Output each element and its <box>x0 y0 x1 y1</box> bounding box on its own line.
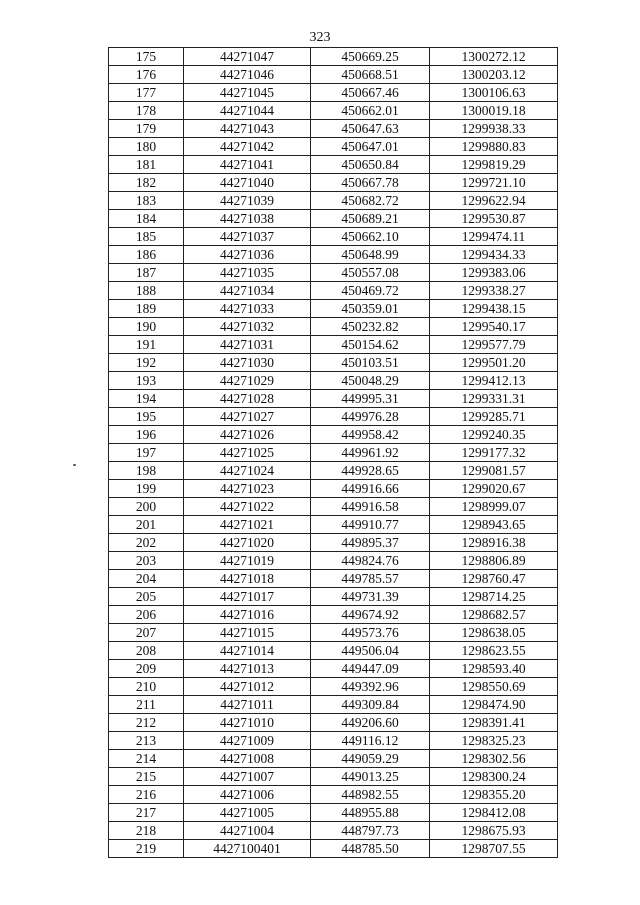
x-coordinate-cell: 449206.60 <box>311 714 430 732</box>
point-id-cell: 44271024 <box>184 462 311 480</box>
point-id-cell: 44271030 <box>184 354 311 372</box>
x-coordinate-cell: 450650.84 <box>311 156 430 174</box>
x-coordinate-cell: 449447.09 <box>311 660 430 678</box>
y-coordinate-cell: 1299240.35 <box>430 426 558 444</box>
y-coordinate-cell: 1300272.12 <box>430 48 558 66</box>
y-coordinate-cell: 1298806.89 <box>430 552 558 570</box>
point-id-cell: 44271038 <box>184 210 311 228</box>
point-id-cell: 44271019 <box>184 552 311 570</box>
point-number-cell: 178 <box>109 102 184 120</box>
x-coordinate-cell: 449958.42 <box>311 426 430 444</box>
y-coordinate-cell: 1298638.05 <box>430 624 558 642</box>
point-number-cell: 213 <box>109 732 184 750</box>
point-id-cell: 44271025 <box>184 444 311 462</box>
point-id-cell: 44271046 <box>184 66 311 84</box>
table-row <box>109 444 558 462</box>
y-coordinate-cell: 1298550.69 <box>430 678 558 696</box>
x-coordinate-cell: 450469.72 <box>311 282 430 300</box>
point-id-cell: 44271040 <box>184 174 311 192</box>
point-id-cell: 44271009 <box>184 732 311 750</box>
point-number-cell: 198 <box>109 462 184 480</box>
point-number-cell: 189 <box>109 300 184 318</box>
point-id-cell: 44271004 <box>184 822 311 840</box>
y-coordinate-cell: 1298412.08 <box>430 804 558 822</box>
x-coordinate-cell: 448785.50 <box>311 840 430 858</box>
table-row <box>109 66 558 84</box>
y-coordinate-cell: 1298714.25 <box>430 588 558 606</box>
point-number-cell: 186 <box>109 246 184 264</box>
point-id-cell: 44271013 <box>184 660 311 678</box>
table-row <box>109 570 558 588</box>
y-coordinate-cell: 1299020.67 <box>430 480 558 498</box>
x-coordinate-cell: 450668.51 <box>311 66 430 84</box>
point-number-cell: 218 <box>109 822 184 840</box>
x-coordinate-cell: 450048.29 <box>311 372 430 390</box>
point-id-cell: 44271044 <box>184 102 311 120</box>
y-coordinate-cell: 1299721.10 <box>430 174 558 192</box>
y-coordinate-cell: 1299540.17 <box>430 318 558 336</box>
point-number-cell: 179 <box>109 120 184 138</box>
point-id-cell: 44271022 <box>184 498 311 516</box>
x-coordinate-cell: 449824.76 <box>311 552 430 570</box>
table-row <box>109 246 558 264</box>
point-number-cell: 199 <box>109 480 184 498</box>
y-coordinate-cell: 1299081.57 <box>430 462 558 480</box>
table-row <box>109 282 558 300</box>
table-row <box>109 804 558 822</box>
y-coordinate-cell: 1298916.38 <box>430 534 558 552</box>
point-id-cell: 44271027 <box>184 408 311 426</box>
x-coordinate-cell: 449573.76 <box>311 624 430 642</box>
y-coordinate-cell: 1299434.33 <box>430 246 558 264</box>
x-coordinate-cell: 450662.01 <box>311 102 430 120</box>
x-coordinate-cell: 448955.88 <box>311 804 430 822</box>
table-row <box>109 750 558 768</box>
y-coordinate-cell: 1298355.20 <box>430 786 558 804</box>
table-row <box>109 696 558 714</box>
y-coordinate-cell: 1299819.29 <box>430 156 558 174</box>
x-coordinate-cell: 450682.72 <box>311 192 430 210</box>
x-coordinate-cell: 448797.73 <box>311 822 430 840</box>
point-id-cell: 44271033 <box>184 300 311 318</box>
scan-speck <box>73 464 76 466</box>
point-id-cell: 44271037 <box>184 228 311 246</box>
point-id-cell: 44271031 <box>184 336 311 354</box>
table-row <box>109 606 558 624</box>
x-coordinate-cell: 449731.39 <box>311 588 430 606</box>
x-coordinate-cell: 450154.62 <box>311 336 430 354</box>
table-row <box>109 822 558 840</box>
table-row <box>109 552 558 570</box>
point-number-cell: 197 <box>109 444 184 462</box>
y-coordinate-cell: 1298391.41 <box>430 714 558 732</box>
y-coordinate-cell: 1298474.90 <box>430 696 558 714</box>
y-coordinate-cell: 1298623.55 <box>430 642 558 660</box>
x-coordinate-cell: 450662.10 <box>311 228 430 246</box>
y-coordinate-cell: 1299383.06 <box>430 264 558 282</box>
point-id-cell: 44271014 <box>184 642 311 660</box>
y-coordinate-cell: 1299880.83 <box>430 138 558 156</box>
point-number-cell: 203 <box>109 552 184 570</box>
x-coordinate-cell: 450667.46 <box>311 84 430 102</box>
x-coordinate-cell: 449013.25 <box>311 768 430 786</box>
point-id-cell: 44271020 <box>184 534 311 552</box>
point-number-cell: 217 <box>109 804 184 822</box>
point-number-cell: 214 <box>109 750 184 768</box>
x-coordinate-cell: 450647.63 <box>311 120 430 138</box>
point-id-cell: 44271043 <box>184 120 311 138</box>
table-row <box>109 84 558 102</box>
y-coordinate-cell: 1299577.79 <box>430 336 558 354</box>
point-number-cell: 183 <box>109 192 184 210</box>
table-row <box>109 336 558 354</box>
x-coordinate-cell: 449674.92 <box>311 606 430 624</box>
x-coordinate-cell: 448982.55 <box>311 786 430 804</box>
point-number-cell: 206 <box>109 606 184 624</box>
table-row <box>109 300 558 318</box>
table-row <box>109 138 558 156</box>
x-coordinate-cell: 450648.99 <box>311 246 430 264</box>
point-number-cell: 185 <box>109 228 184 246</box>
table-row <box>109 840 558 858</box>
point-id-cell: 44271016 <box>184 606 311 624</box>
point-id-cell: 44271047 <box>184 48 311 66</box>
x-coordinate-cell: 449785.57 <box>311 570 430 588</box>
y-coordinate-cell: 1298943.65 <box>430 516 558 534</box>
point-id-cell: 44271023 <box>184 480 311 498</box>
x-coordinate-cell: 449910.77 <box>311 516 430 534</box>
point-number-cell: 190 <box>109 318 184 336</box>
x-coordinate-cell: 450669.25 <box>311 48 430 66</box>
table-row <box>109 156 558 174</box>
table-row <box>109 534 558 552</box>
x-coordinate-cell: 449392.96 <box>311 678 430 696</box>
x-coordinate-cell: 449895.37 <box>311 534 430 552</box>
table-row <box>109 210 558 228</box>
y-coordinate-cell: 1299331.31 <box>430 390 558 408</box>
y-coordinate-cell: 1299285.71 <box>430 408 558 426</box>
point-id-cell: 44271018 <box>184 570 311 588</box>
x-coordinate-cell: 450232.82 <box>311 318 430 336</box>
point-id-cell: 44271007 <box>184 768 311 786</box>
y-coordinate-cell: 1298593.40 <box>430 660 558 678</box>
point-id-cell: 44271042 <box>184 138 311 156</box>
x-coordinate-cell: 449961.92 <box>311 444 430 462</box>
table-body <box>109 48 558 858</box>
point-number-cell: 194 <box>109 390 184 408</box>
table-row <box>109 318 558 336</box>
x-coordinate-cell: 449995.31 <box>311 390 430 408</box>
table-row <box>109 174 558 192</box>
point-number-cell: 181 <box>109 156 184 174</box>
point-id-cell: 4427100401 <box>184 840 311 858</box>
point-id-cell: 44271034 <box>184 282 311 300</box>
table-row <box>109 498 558 516</box>
x-coordinate-cell: 449976.28 <box>311 408 430 426</box>
point-id-cell: 44271029 <box>184 372 311 390</box>
point-number-cell: 209 <box>109 660 184 678</box>
point-id-cell: 44271045 <box>184 84 311 102</box>
point-number-cell: 210 <box>109 678 184 696</box>
y-coordinate-cell: 1300203.12 <box>430 66 558 84</box>
point-number-cell: 188 <box>109 282 184 300</box>
point-number-cell: 180 <box>109 138 184 156</box>
point-number-cell: 196 <box>109 426 184 444</box>
table-row <box>109 480 558 498</box>
x-coordinate-cell: 450667.78 <box>311 174 430 192</box>
y-coordinate-cell: 1298300.24 <box>430 768 558 786</box>
table-row <box>109 588 558 606</box>
point-number-cell: 176 <box>109 66 184 84</box>
x-coordinate-cell: 450647.01 <box>311 138 430 156</box>
y-coordinate-cell: 1299622.94 <box>430 192 558 210</box>
y-coordinate-cell: 1298707.55 <box>430 840 558 858</box>
y-coordinate-cell: 1298760.47 <box>430 570 558 588</box>
y-coordinate-cell: 1299412.13 <box>430 372 558 390</box>
table-row <box>109 192 558 210</box>
point-id-cell: 44271010 <box>184 714 311 732</box>
point-id-cell: 44271015 <box>184 624 311 642</box>
x-coordinate-cell: 449059.29 <box>311 750 430 768</box>
point-number-cell: 200 <box>109 498 184 516</box>
point-id-cell: 44271006 <box>184 786 311 804</box>
table-row <box>109 786 558 804</box>
table-row <box>109 426 558 444</box>
page-number: 323 <box>309 30 331 45</box>
y-coordinate-cell: 1298999.07 <box>430 498 558 516</box>
y-coordinate-cell: 1299338.27 <box>430 282 558 300</box>
table-row <box>109 678 558 696</box>
point-number-cell: 202 <box>109 534 184 552</box>
y-coordinate-cell: 1299938.33 <box>430 120 558 138</box>
y-coordinate-cell: 1298302.56 <box>430 750 558 768</box>
point-number-cell: 212 <box>109 714 184 732</box>
y-coordinate-cell: 1298675.93 <box>430 822 558 840</box>
point-id-cell: 44271032 <box>184 318 311 336</box>
x-coordinate-cell: 450557.08 <box>311 264 430 282</box>
table-row <box>109 768 558 786</box>
table-row <box>109 48 558 66</box>
y-coordinate-cell: 1299501.20 <box>430 354 558 372</box>
point-id-cell: 44271036 <box>184 246 311 264</box>
point-number-cell: 216 <box>109 786 184 804</box>
table-row <box>109 264 558 282</box>
point-id-cell: 44271035 <box>184 264 311 282</box>
point-number-cell: 201 <box>109 516 184 534</box>
y-coordinate-cell: 1300106.63 <box>430 84 558 102</box>
point-number-cell: 182 <box>109 174 184 192</box>
point-number-cell: 205 <box>109 588 184 606</box>
point-number-cell: 193 <box>109 372 184 390</box>
point-id-cell: 44271028 <box>184 390 311 408</box>
table-row <box>109 390 558 408</box>
point-number-cell: 175 <box>109 48 184 66</box>
x-coordinate-cell: 449916.58 <box>311 498 430 516</box>
y-coordinate-cell: 1299474.11 <box>430 228 558 246</box>
table-row <box>109 660 558 678</box>
point-id-cell: 44271021 <box>184 516 311 534</box>
y-coordinate-cell: 1299177.32 <box>430 444 558 462</box>
table-row <box>109 354 558 372</box>
table-row <box>109 228 558 246</box>
x-coordinate-cell: 449506.04 <box>311 642 430 660</box>
table-row <box>109 408 558 426</box>
point-number-cell: 204 <box>109 570 184 588</box>
point-id-cell: 44271039 <box>184 192 311 210</box>
x-coordinate-cell: 450689.21 <box>311 210 430 228</box>
table-row <box>109 732 558 750</box>
table-row <box>109 372 558 390</box>
x-coordinate-cell: 449916.66 <box>311 480 430 498</box>
point-id-cell: 44271008 <box>184 750 311 768</box>
point-id-cell: 44271017 <box>184 588 311 606</box>
point-number-cell: 195 <box>109 408 184 426</box>
table-row <box>109 642 558 660</box>
point-number-cell: 207 <box>109 624 184 642</box>
table-row <box>109 462 558 480</box>
x-coordinate-cell: 450359.01 <box>311 300 430 318</box>
point-number-cell: 208 <box>109 642 184 660</box>
y-coordinate-cell: 1300019.18 <box>430 102 558 120</box>
table-row <box>109 624 558 642</box>
point-number-cell: 177 <box>109 84 184 102</box>
table-row <box>109 516 558 534</box>
point-number-cell: 219 <box>109 840 184 858</box>
x-coordinate-cell: 449309.84 <box>311 696 430 714</box>
y-coordinate-cell: 1299530.87 <box>430 210 558 228</box>
point-id-cell: 44271026 <box>184 426 311 444</box>
point-number-cell: 191 <box>109 336 184 354</box>
x-coordinate-cell: 449116.12 <box>311 732 430 750</box>
table-row <box>109 714 558 732</box>
x-coordinate-cell: 449928.65 <box>311 462 430 480</box>
point-id-cell: 44271041 <box>184 156 311 174</box>
table-row <box>109 120 558 138</box>
point-number-cell: 187 <box>109 264 184 282</box>
y-coordinate-cell: 1298325.23 <box>430 732 558 750</box>
point-id-cell: 44271011 <box>184 696 311 714</box>
point-number-cell: 184 <box>109 210 184 228</box>
coordinate-table <box>108 47 558 858</box>
y-coordinate-cell: 1298682.57 <box>430 606 558 624</box>
point-number-cell: 211 <box>109 696 184 714</box>
point-number-cell: 192 <box>109 354 184 372</box>
point-number-cell: 215 <box>109 768 184 786</box>
y-coordinate-cell: 1299438.15 <box>430 300 558 318</box>
x-coordinate-cell: 450103.51 <box>311 354 430 372</box>
table-row <box>109 102 558 120</box>
point-id-cell: 44271012 <box>184 678 311 696</box>
point-id-cell: 44271005 <box>184 804 311 822</box>
